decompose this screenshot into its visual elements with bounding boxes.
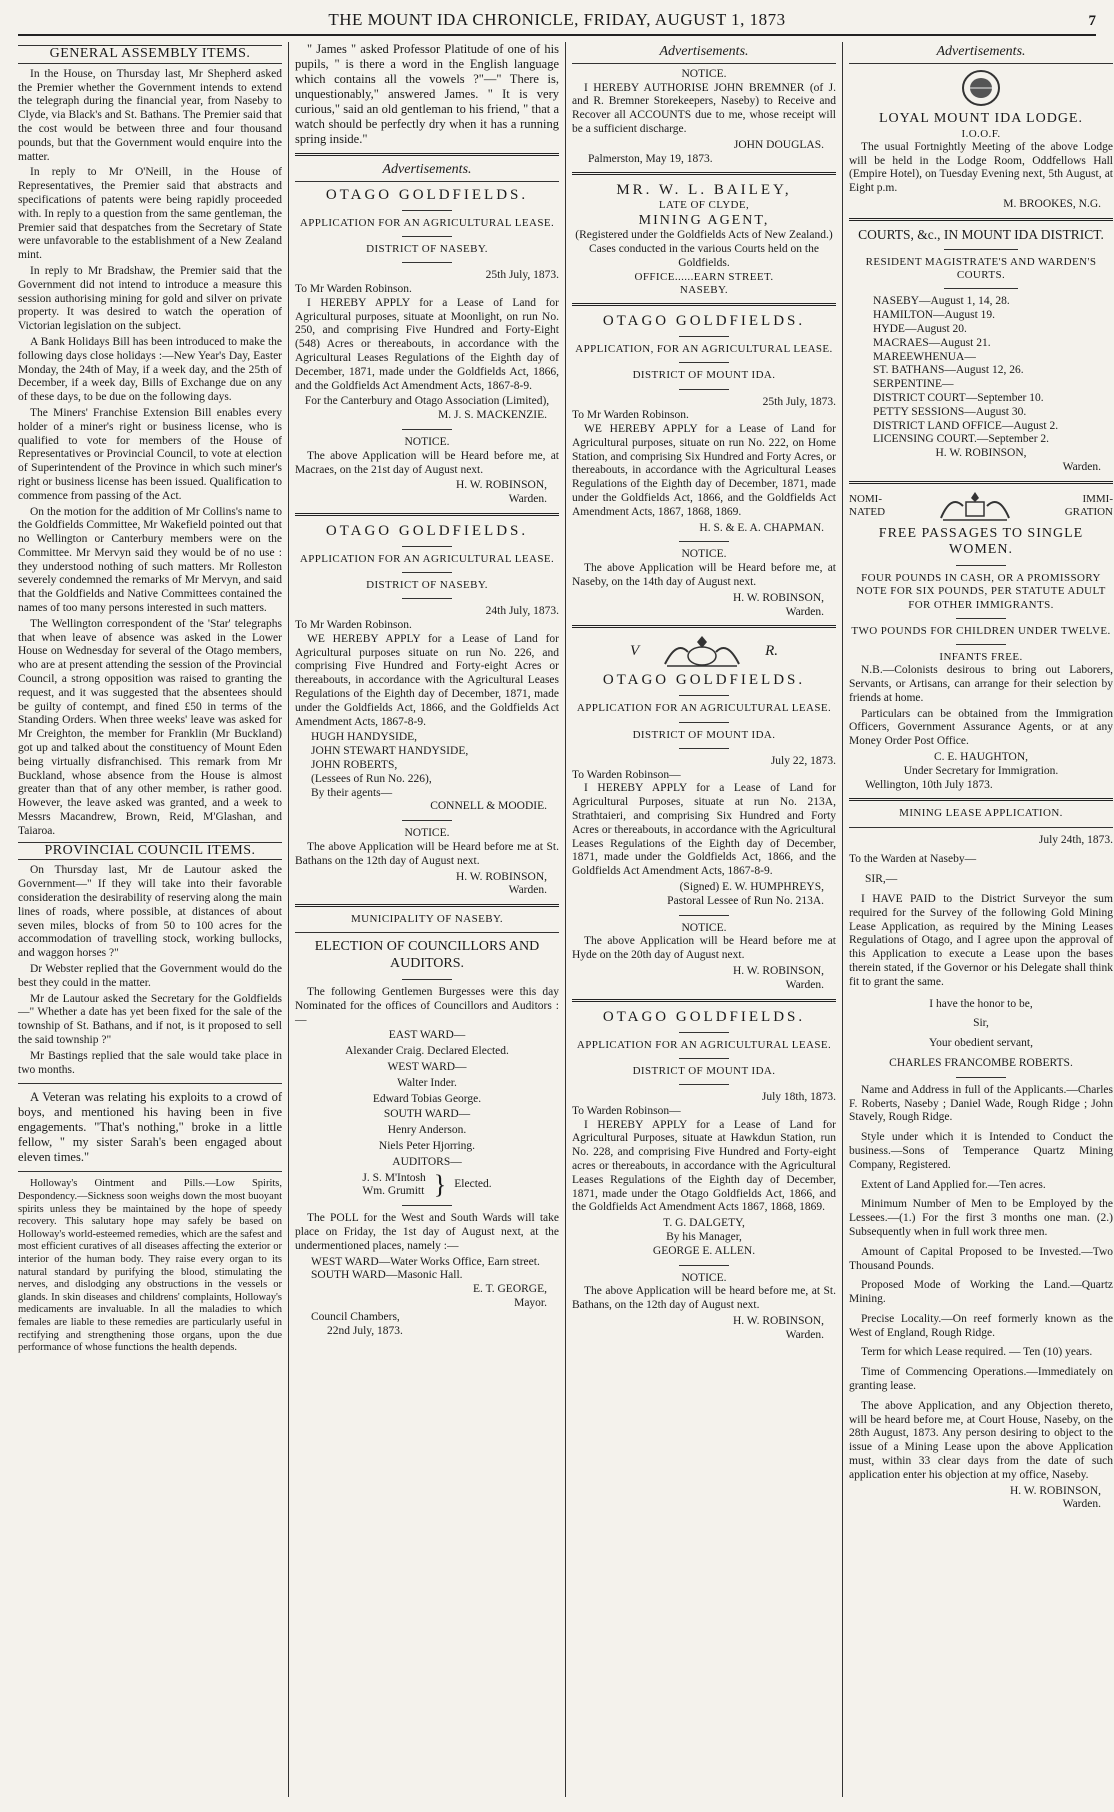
application-body: I HEREBY APPLY for a Lease of Land for Agricultural purposes, situate at Moonlight, on run No. 250, and comprising Five Hundred and Forty-Eight (548) Acres or thereabouts, in accordance with the Agricultural Leases Regulations of the Eighth day of December, 1871, made under the Goldfields Act, 1866, and the Goldfields Act Amendment Acts, 1867-8-9. (295, 296, 559, 392)
advert-title: OTAGO GOLDFIELDS. (325, 186, 529, 203)
applicant-name: HUGH HANDYSIDE, (311, 731, 418, 744)
divider (572, 303, 836, 306)
court-sitting: HYDE—August 20. (873, 322, 967, 335)
ga-paragraph: On the motion for the addition of Mr Collins's name to the Goldfields Committee, Mr Wakefield pointed out that no Wellington or Canterbury members were on the Committee. Mr Mervyn said they would be of no use : they understood nothing of such matters. Mr Rolleston severely condemned the remarks of Mr Mervyn, and said that the Goldfields and Native Committees contained the names of too many persons interested in such matters. (18, 505, 282, 615)
applicant-manager: GEORGE E. ALLEN. (652, 1244, 756, 1257)
mining-detail: Proposed Mode of Working the Land.—Quartz Mining. (849, 1279, 1113, 1306)
warden-title: Warden. (785, 1328, 824, 1341)
applicant-by: By his Manager, (666, 1230, 742, 1243)
lodge-emblem (849, 68, 1113, 108)
divider (295, 932, 559, 933)
lodge-body: The usual Fortnightly Meeting of the above Lodge will be held in the Lodge Room, Oddfellows Hall (Empire Hotel), on Tuesday Evening next, 5th August, at Eight p.m. (849, 140, 1113, 195)
column-4 (849, 42, 1113, 1797)
separator (679, 1058, 729, 1059)
warden-signature: H. W. ROBINSON, (732, 1314, 824, 1327)
bailey-late: LATE OF CLYDE, (658, 199, 750, 212)
advert-otago-goldfields-5 (572, 1008, 836, 1343)
application-body: I HEREBY APPLY for a Lease of Land for Agricultural Purposes, situate at run No. 213A, Strathtaieri, and comprising Six Hundred and Forty Acres or thereabouts, in accordance with the Agricultural Leases Regulations of the Eighth day of December, 1871, made under the Goldfields Act, 1866, and the Goldfields Act Amendment Acts, 1867-8-9. (572, 782, 836, 878)
divider (849, 481, 1113, 484)
advert-otago-goldfields-2 (295, 522, 559, 898)
candidate-name: Henry Anderson. (387, 1124, 467, 1137)
bailey-cases: Cases conducted in the various Courts held on the Goldfields. (589, 243, 819, 269)
two-pounds-offer: TWO POUNDS FOR CHILDREN UNDER TWELVE. (851, 624, 1111, 637)
advert-bailey (572, 181, 836, 297)
ga-paragraph: In the House, on Thursday last, Mr Shepherd asked the Premier whether the Government intends to extend the telegraph during the financial year, from Naseby to Clyde, via Black's and St. Bathans. The Premier said that the cost would be between three and four thousand pounds, but that the Government would enquire into the matter. (18, 67, 282, 163)
mining-addressee: To the Warden at Naseby— (849, 853, 977, 866)
divider (849, 798, 1113, 801)
separator (679, 722, 729, 723)
court-sitting: SERPENTINE— (873, 378, 954, 391)
applicant-signature: H. S. & E. A. CHAPMAN. (699, 521, 824, 534)
warden-signature: H. W. ROBINSON, (1009, 1484, 1101, 1497)
mining-detail: The above Application, and any Objection thereto, will be heard before me, at Court House, Naseby, on the 28th August, 1873. Any person desiring to object to the issue of a Mining Lease upon the above Application must, within 33 clear days from the date of such application enter his objection at my office, Naseby. (849, 1399, 1113, 1481)
court-sitting: ST. BATHANS—August 12, 26. (873, 364, 1024, 377)
royal-coat-of-arms (572, 634, 836, 668)
mining-date: July 24th, 1873. (1038, 833, 1113, 846)
courts-signature: H. W. ROBINSON, (935, 447, 1027, 460)
separator (679, 695, 729, 696)
court-sitting: HAMILTON—August 19. (873, 309, 996, 322)
mining-detail: Style under which it is Intended to Conduct the business.—Sons of Temperance Quartz Mining Company, Registered. (849, 1131, 1113, 1171)
separator (402, 979, 452, 980)
immigration-signature: C. E. HAUGHTON, (933, 751, 1029, 763)
court-sitting: LICENSING COURT.—September 2. (873, 433, 1050, 446)
separator (402, 598, 452, 599)
notice-heading: NOTICE. (404, 435, 450, 448)
pc-paragraph: Mr de Lautour asked the Secretary for the Goldfields—" Whether a date has yet been fixed for the sale of the township of St. Bathans, and if not, is it proposed to sell the said township ?" (18, 992, 282, 1046)
divider (572, 999, 836, 1002)
separator (402, 429, 452, 430)
separator (944, 249, 1018, 250)
warden-signature: H. W. ROBINSON, (732, 964, 824, 977)
court-sitting: DISTRICT LAND OFFICE—August 2. (873, 419, 1059, 432)
separator (679, 1265, 729, 1266)
nb-paragraph: N.B.—Colonists desirous to bring out Laborers, Servants, or Artisans, can arrange for their selection by friends at home. (849, 664, 1113, 704)
courts-subtitle: RESIDENT MAGISTRATE'S AND WARDEN'S COURTS. (865, 255, 1097, 282)
notice-body: The above Application will be Heard before me at Hyde on the 20th day of August next. (572, 935, 836, 962)
bailey-town: NASEBY. (679, 283, 729, 296)
immigration-label: GRATION (1064, 505, 1113, 518)
municipality-heading: MUNICIPALITY OF NASEBY. (350, 913, 504, 926)
candidate-name: Edward Tobias George. (372, 1092, 482, 1105)
separator (402, 236, 452, 237)
separator (679, 541, 729, 542)
page-number: 7 (1088, 13, 1096, 29)
mayor-title: Mayor. (514, 1296, 547, 1309)
divider (295, 153, 559, 156)
bailey-title: MINING AGENT, (638, 212, 770, 228)
advert-date: July 18th, 1873. (761, 1090, 836, 1103)
ga-paragraph: A Bank Holidays Bill has been introduced to make the following days close holidays :—New Year's Day, Easter Monday, the 24th of May, if a week day, and the 25th of December, if a week day, Bills of Exchange due on any of these days, to be due on the following days. (18, 335, 282, 404)
nominated-label: NATED (849, 505, 886, 518)
council-chambers: Council Chambers, (311, 1310, 400, 1323)
ga-paragraph: In reply to Mr O'Neill, in the House of Representatives, the Premier said that abstracts and specifications of patents were being rapidly proceeded with. In reply to a question from the same gentleman, the Premier said that despatches from the Secretary of State were unfavorable to the establishment of a New Zealand mint. (18, 166, 282, 262)
application-heading: APPLICATION, FOR AN AGRICULTURAL LEASE. (575, 343, 833, 356)
warden-title: Warden. (1062, 1498, 1101, 1511)
separator (402, 546, 452, 547)
addressee: To Warden Robinson— (572, 768, 681, 781)
divider (572, 625, 836, 628)
advert-title: OTAGO GOLDFIELDS. (602, 672, 806, 689)
election-intro: The following Gentlemen Burgesses were this day Nominated for the offices of Councillors and Auditors :— (295, 986, 559, 1026)
bailey-registration: (Registered under the Goldfields Acts of New Zealand.) (575, 229, 833, 242)
lodge-emblem-icon (959, 68, 1003, 108)
divider (572, 172, 836, 175)
column-rule (565, 42, 566, 1797)
applicant-signature: T. G. DALGETY, (663, 1217, 745, 1230)
advertisements-heading: Advertisements. (295, 162, 559, 182)
notice-body: The above Application will be heard before me, at St. Bathans, on the 12th day of August next. (572, 1285, 836, 1312)
mining-detail: Extent of Land Applied for.—Ten acres. (861, 1178, 1046, 1191)
column-3 (572, 42, 836, 1797)
mining-detail: Name and Address in full of the Applicants.—Charles F. Roberts, Naseby ; Daniel Wade, Rough Ridge ; John Stavely, Rough Ridge. (849, 1083, 1113, 1124)
advert-courts (849, 227, 1113, 475)
east-ward-names: Alexander Craig. Declared Elected. (345, 1045, 509, 1058)
warden-title: Warden. (785, 605, 824, 618)
application-heading: APPLICATION FOR AN AGRICULTURAL LEASE. (299, 552, 555, 565)
general-assembly-heading: GENERAL ASSEMBLY ITEMS. (18, 45, 282, 64)
newspaper-title: THE MOUNT IDA CHRONICLE, FRIDAY, AUGUST 1, 1873 (328, 10, 786, 29)
bremner-place-date: Palmerston, May 19, 1873. (588, 152, 713, 165)
divider (295, 904, 559, 907)
servant-line: Your obedient servant, (929, 1037, 1033, 1050)
separator (679, 389, 729, 390)
advert-title: OTAGO GOLDFIELDS. (602, 1008, 806, 1025)
warden-title: Warden. (508, 493, 547, 506)
mining-detail: Minimum Number of Men to be Employed by the Lessees.—(1.) For the first 3 months one man. (2.) Subsequently when in full work three men. (849, 1198, 1113, 1238)
separator (956, 565, 1006, 566)
candidate-name: Niels Peter Hjorring. (378, 1139, 476, 1152)
addressee: To Mr Warden Robinson. (295, 619, 412, 632)
council-date: 22nd July, 1873. (327, 1324, 403, 1337)
immigration-signature-title: Under Secretary for Immigration. (903, 764, 1059, 777)
column-1 (18, 42, 282, 1797)
ga-paragraph: The Miners' Franchise Extension Bill enables every holder of a miner's right or business license, who is qualified to vote for members of the House of Representatives or Provincial Council, to vote at election of Superintendent of the Province in which such miner's right or business license has been issued. Qualification to commence from passing of the Act. (18, 406, 282, 502)
bailey-name: MR. W. L. BAILEY, (616, 182, 792, 199)
notice-heading: NOTICE. (681, 921, 727, 934)
separator (402, 820, 452, 821)
immigration-emblem-row (849, 490, 1113, 522)
bailey-office: OFFICE......EARN STREET. (634, 270, 774, 283)
separator (679, 336, 729, 337)
advert-title: OTAGO GOLDFIELDS. (602, 313, 806, 330)
divider (18, 1171, 282, 1172)
election-title: ELECTION OF COUNCILLORS AND AUDITORS. (314, 939, 540, 972)
immigration-label: IMMI- (1082, 492, 1113, 505)
application-heading: APPLICATION FOR AN AGRICULTURAL LEASE. (576, 702, 832, 715)
coat-of-arms-icon (935, 490, 1015, 522)
column-rule (842, 42, 843, 1797)
candidate-name: Walter Inder. (397, 1076, 457, 1089)
advert-mining-lease (849, 807, 1113, 1512)
south-ward-label: SOUTH WARD— (383, 1108, 471, 1121)
district-heading: DISTRICT OF MOUNT IDA. (632, 728, 776, 741)
ga-paragraph: In reply to Mr Bradshaw, the Premier said that the Government did not intend to introduce a measure this session authorising mining for gold and silver on private property. It was desired to watch the operation of Victorian legislation on the subject. (18, 264, 282, 333)
bremner-authorisation: I HEREBY AUTHORISE JOHN BREMNER (of J. and R. Bremner Storekeepers, Naseby) to Receive and Recover all ACCOUNTS due to me, whose receipt will be a sufficient discharge. (572, 81, 836, 135)
district-heading: DISTRICT OF MOUNT IDA. (632, 369, 776, 382)
sir-line: Sir, (973, 1017, 989, 1030)
separator (956, 618, 1006, 619)
warden-signature: H. W. ROBINSON, (455, 479, 547, 492)
notice-heading: NOTICE. (681, 548, 727, 561)
south-ward-place: SOUTH WARD—Masonic Hall. (311, 1269, 463, 1282)
column-2 (295, 42, 559, 1797)
west-ward-place: WEST WARD—Water Works Office, Earn street. (311, 1255, 540, 1268)
court-sitting: DISTRICT COURT—September 10. (873, 391, 1044, 404)
holloway-advert: Holloway's Ointment and Pills.—Low Spirits, Despondency.—Sickness soon weighs down the most buoyant spirits unless they be maintained by the hope of speedy recovery. This salutary hope may safely be based on Holloway's world-esteemed remedies, which are the safest and most efficient curatives of all diseases affecting the exterior or interior of the human body. They raise every organ to its natural standard by purifying the blood, stimulating the nerves, and dislodging any obstructions in the vessels or glands. In skin diseases and childrens' complaints, Holloway's medicaments are invaluable. In all the maladies to which females are liable to these remedies are particularly useful in rectifying and strengthening those organs, upon the due performance of whose functions the health depends. (18, 1178, 282, 1354)
pc-paragraph: On Thursday last, Mr de Lautour asked the Government—" If they will take into their favorable consideration the desirability of reserving along the main lines of roads, where possible, at distances of about seven miles, blocks of from 50 to 100 acres for the accommodation of travelling stock, working bullocks, and waggon horses ?" (18, 864, 282, 960)
brace-glyph: } (433, 1170, 447, 1200)
court-sitting: MAREEWHENUA— (873, 350, 976, 363)
lodge-title: LOYAL MOUNT IDA LODGE. (879, 110, 1083, 126)
warden-title: Warden. (785, 978, 824, 991)
mining-detail: Precise Locality.—On reef formerly known as the West of England, Rough Ridge. (849, 1312, 1113, 1339)
advert-title: OTAGO GOLDFIELDS. (325, 522, 529, 539)
applicant-name: JOHN ROBERTS, (311, 759, 398, 772)
applicant-name: JOHN STEWART HANDYSIDE, (311, 745, 469, 758)
applicant-name: By their agents— (311, 786, 393, 799)
applicant-title: Pastoral Lessee of Run No. 213A. (667, 894, 824, 907)
nominated-label: NOMI- (849, 492, 882, 505)
mining-detail: Amount of Capital Proposed to be Invested.—Two Thousand Pounds. (849, 1245, 1113, 1272)
separator (402, 210, 452, 211)
separator (956, 644, 1006, 645)
separator (402, 262, 452, 263)
advert-date: 25th July, 1873. (485, 269, 559, 282)
courts-signature-title: Warden. (1062, 460, 1101, 473)
mining-salutation: SIR,— (865, 873, 898, 886)
application-body: WE HEREBY APPLY for a Lease of Land for Agricultural purposes, situate on run No. 222, on Home Station, and comprising Six Hundred and Forty Acres, or thereabouts, in accordance with the Agricultural Leases Regulations of the Eighth day of December, 1871, made under the Goldfields Act, 1866, and the Goldfields Act Amendment Acts, 1867, 1868, 1869. (572, 423, 836, 518)
divider (849, 827, 1113, 828)
separator (402, 1205, 452, 1206)
addressee: To Mr Warden Robinson. (572, 409, 689, 422)
advert-lodge (849, 111, 1113, 212)
poll-notice: The POLL for the West and South Wards will take place on Friday, the 1st day of August next, at the undermentioned places, namely :— (295, 1212, 559, 1252)
district-heading: DISTRICT OF NASEBY. (366, 579, 488, 592)
advertisements-heading: Advertisements. (572, 44, 836, 64)
separator (679, 1084, 729, 1085)
vr-left-letter: V (629, 643, 640, 660)
particulars-paragraph: Particulars can be obtained from the Immigration Officers, Government Assurance Agents, or at any Money Order Post Office. (849, 707, 1113, 748)
advert-date: 25th July, 1873. (762, 395, 836, 408)
mining-lease-title: MINING LEASE APPLICATION. (899, 807, 1063, 820)
court-sitting: MACRAES—August 21. (873, 336, 991, 349)
advert-immigration (849, 490, 1113, 793)
separator (679, 915, 729, 916)
addressee: To Mr Warden Robinson. (295, 282, 412, 295)
vr-right-letter: R. (765, 643, 779, 660)
lodge-signature: M. BROOKES, N.G. (1003, 197, 1101, 210)
east-ward-label: EAST WARD— (388, 1029, 466, 1042)
honor-line: I have the honor to be, (929, 997, 1033, 1010)
mining-signature: CHARLES FRANCOMBE ROBERTS. (889, 1056, 1073, 1069)
courts-title: COURTS, &c., IN MOUNT IDA DISTRICT. (858, 226, 1104, 242)
infants-free: INFANTS FREE. (939, 651, 1023, 664)
notice-body: The above Application will be Heard before me, at Naseby, on the 14th day of August next. (572, 562, 836, 589)
separator (402, 572, 452, 573)
notice-heading: NOTICE. (404, 827, 450, 840)
application-heading: APPLICATION FOR AN AGRICULTURAL LEASE. (299, 216, 555, 229)
mining-detail: Time of Commencing Operations.—Immediately on granting lease. (849, 1366, 1113, 1393)
warden-signature: H. W. ROBINSON, (455, 870, 547, 883)
divider (18, 1083, 282, 1084)
lodge-subtitle: I.O.O.F. (961, 127, 1001, 140)
application-body: WE HEREBY APPLY for a Lease of Land for Agricultural purposes situate on run No. 226, and comprising Five Hundred and Forty-eight Acres or thereabouts, in accordance with the Agricultural Leases Regulations of the Eighth day of December, 1871, made under the Goldfields Act, 1866, and the Goldfields Act Amendment Acts, 1867-8-9. (295, 632, 559, 728)
court-sitting: NASEBY—August 1, 14, 28. (873, 295, 1010, 308)
auditors-label: AUDITORS— (392, 1155, 462, 1168)
elected-label: Elected. (454, 1178, 492, 1191)
mining-detail: Term for which Lease required. — Ten (10) years. (861, 1346, 1093, 1359)
auditor-name: Wm. Grumitt (362, 1185, 425, 1198)
court-sitting: PETTY SESSIONS—August 30. (873, 405, 1027, 418)
notice-heading: NOTICE. (681, 67, 727, 80)
warden-signature: H. W. ROBINSON, (732, 591, 824, 604)
provincial-council-heading: PROVINCIAL COUNCIL ITEMS. (18, 842, 282, 861)
applicant-signature: (Signed) E. W. HUMPHREYS, (679, 881, 824, 893)
columns (18, 42, 1113, 1797)
divider (849, 218, 1113, 221)
mining-body: I HAVE PAID to the District Surveyor the sum required for the Survey of the following Gold Mining Lease Application, as required by the Mining Leases Regulations of Otago, and I agree upon the approval of this Application to execute a Lease upon the bases therein stated, if the Governor or his Delegate shall think fit to grant the same. (849, 892, 1113, 988)
veteran-anecdote: A Veteran was relating his exploits to a crowd of boys, and mentioned his having been in five engagements. "That's nothing," broke in a little fellow, " my sister Sarah's been engaged about eleven times." (18, 1090, 282, 1165)
divider (295, 513, 559, 516)
advertisements-heading: Advertisements. (849, 44, 1113, 64)
west-ward-label: WEST WARD— (387, 1061, 467, 1073)
application-heading: APPLICATION FOR AN AGRICULTURAL LEASE. (576, 1038, 832, 1051)
pc-paragraph: Mr Bastings replied that the sale would take place in two months. (18, 1049, 282, 1076)
ga-paragraph: The Wellington correspondent of the 'Star' telegraphs that when leave of absence was asked in the Lower House on Wednesday for several of the Otago members, who are at present attending the session of the Provincial Council, a strong opposition was raised to granting the request, and it was suggested that the absentees should be guilty of contempt, and fined £50 in terms of the Standing Orders. When three weeks' leave was asked for Mr Creighton, the member for Franklin (Mr Buckland) got up and talked about the constituency of Mount Eden being virtually disfranchised. This remark from Mr Buckland, whose absence from the House is almost greater than that of any other member, is rather good. However, the leave asked was granted, and a week to Messrs Macandrew, Brown, Reid, M'Glashan, and Taiaroa. (18, 617, 282, 837)
douglas-signature: JOHN DOUGLAS. (733, 138, 824, 151)
notice-body: The above Application will be Heard before me, at Macraes, on the 21st day of August next. (295, 449, 559, 476)
district-heading: DISTRICT OF NASEBY. (366, 242, 488, 255)
crown-crest-icon (657, 634, 747, 668)
notice-body: The above Application will be Heard before me at St. Bathans on the 12th day of August next. (295, 841, 559, 867)
advert-otago-goldfields-3 (572, 312, 836, 619)
separator (679, 1032, 729, 1033)
district-heading: DISTRICT OF MOUNT IDA. (632, 1064, 776, 1077)
auditors-elected (295, 1172, 559, 1200)
four-pounds-offer: FOUR POUNDS IN CASH, OR A PROMISSORY NOTE FOR SIX POUNDS, PER STATUTE ADULT FOR OTHER IMMIGRANTS. (856, 572, 1106, 611)
immigration-date: Wellington, 10th July 1873. (865, 778, 993, 791)
advert-otago-goldfields-1 (295, 186, 559, 507)
pc-paragraph: Dr Webster replied that the Government would do the best they could in the matter. (18, 963, 282, 989)
application-body: I HEREBY APPLY for a Lease of Land for Agricultural Purposes, situate at Hawkdun Station, run No. 228, and comprising Five Hundred and Forty-eight acres or thereabouts, in accordance with the Agricultural Leases Regulations of the Eighth day of December, 1871, made under the Otago Goldfields Act, 1866, and the Goldfields Act Amendment Acts 1867, 1868, 1869. (572, 1118, 836, 1214)
applicant-name: (Lessees of Run No. 226), (311, 772, 432, 785)
advert-date: July 22, 1873. (770, 754, 836, 767)
agents-signature: CONNELL & MOODIE. (430, 800, 547, 813)
column-rule (288, 42, 289, 1797)
notice-heading: NOTICE. (681, 1271, 727, 1284)
platitude-anecdote: " James " asked Professor Platitude of one of his pupils, " is there a word in the English language which contains all the vowels ?"—" There is, unquestionably," answered James. " It is very curious," said an old gentleman to his friend, " that a watch should be perfectly dry when it has a running spring inside." (295, 42, 559, 146)
free-passages-title: FREE PASSAGES TO SINGLE WOMEN. (878, 525, 1084, 558)
auditor-name: J. S. M'Intosh (362, 1171, 426, 1184)
advert-otago-goldfields-4 (572, 671, 836, 992)
warden-title: Warden. (508, 884, 547, 897)
addressee: To Warden Robinson— (572, 1104, 681, 1117)
separator (679, 362, 729, 363)
advert-municipality (295, 913, 559, 1338)
mayor-signature: E. T. GEORGE, (473, 1283, 547, 1296)
applicant-signature: M. J. S. MACKENZIE. (438, 409, 547, 422)
separator (679, 748, 729, 749)
separator (956, 1077, 1006, 1078)
masthead (18, 10, 1096, 36)
advert-date: 24th July, 1873. (485, 605, 559, 618)
applicant-association: For the Canterbury and Otago Association (Limited), (304, 395, 550, 408)
separator (944, 288, 1018, 289)
